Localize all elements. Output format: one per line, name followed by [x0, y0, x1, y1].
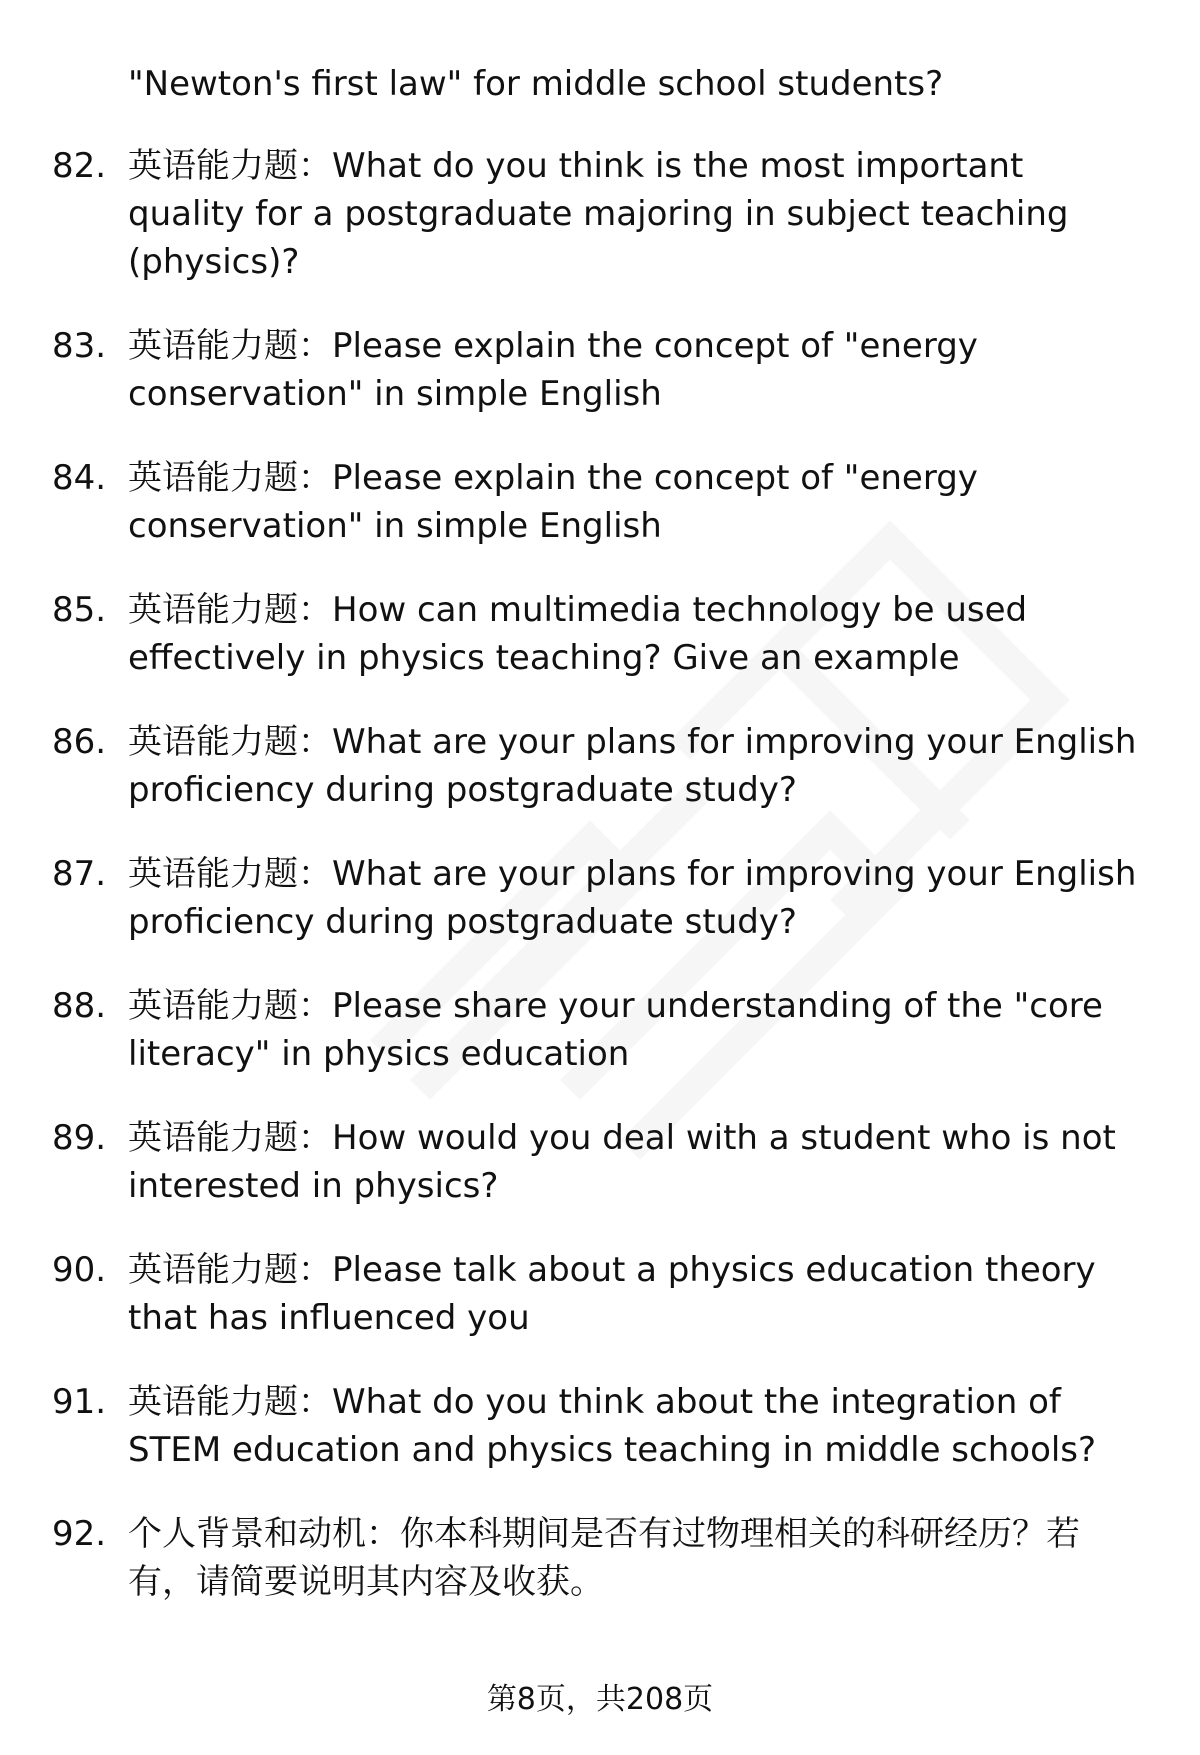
- question-text: 英语能力题：Please talk about a physics education theory that has influenced you: [128, 1250, 1096, 1338]
- question-text: 个人背景和动机：你本科期间是否有过物理相关的科研经历？若有，请简要说明其内容及收获。: [128, 1514, 1080, 1602]
- question-text: 英语能力题：What are your plans for improving your English proficiency during postgraduate study?: [128, 722, 1137, 810]
- question-text: 英语能力题：Please explain the concept of "energy conservation" in simple English: [128, 326, 978, 414]
- question-number: 91.: [52, 1382, 107, 1422]
- question-text: 英语能力题：How can multimedia technology be used effectively in physics teaching? Give an example: [128, 590, 1028, 678]
- question-text: 英语能力题：Please share your understanding of the "core literacy" in physics education: [128, 986, 1103, 1074]
- question-item: [52, 1246, 1152, 1342]
- question-number: 92.: [52, 1514, 107, 1554]
- question-text: 英语能力题：How would you deal with a student who is not interested in physics?: [128, 1118, 1116, 1206]
- question-number: 85.: [52, 590, 107, 630]
- question-number: 90.: [52, 1250, 107, 1290]
- question-text: 英语能力题：Please explain the concept of "energy conservation" in simple English: [128, 458, 978, 546]
- question-number: 88.: [52, 986, 107, 1026]
- question-list: [52, 142, 1152, 1642]
- question-item: [52, 1378, 1152, 1474]
- question-number: 82.: [52, 146, 107, 186]
- question-text: 英语能力题：What do you think is the most important quality for a postgraduate majoring in subject teaching (physics)?: [128, 146, 1069, 282]
- question-item: [52, 142, 1152, 286]
- continued-question-text: "Newton's first law" for middle school students?: [128, 64, 944, 104]
- question-number: 87.: [52, 854, 107, 894]
- question-item: [52, 982, 1152, 1078]
- page-footer: 第8页，共208页: [486, 1682, 714, 1717]
- question-text: 英语能力题：What are your plans for improving your English proficiency during postgraduate study?: [128, 854, 1137, 942]
- question-number: 86.: [52, 722, 107, 762]
- question-text: 英语能力题：What do you think about the integration of STEM education and physics teaching in middle schools?: [128, 1382, 1097, 1470]
- question-number: 89.: [52, 1118, 107, 1158]
- question-item: [52, 850, 1152, 946]
- question-item: [52, 718, 1152, 814]
- question-item: [52, 454, 1152, 550]
- question-number: 83.: [52, 326, 107, 366]
- question-item: [52, 322, 1152, 418]
- question-item: [52, 1510, 1152, 1606]
- question-item: [52, 1114, 1152, 1210]
- question-item: [52, 586, 1152, 682]
- question-number: 84.: [52, 458, 107, 498]
